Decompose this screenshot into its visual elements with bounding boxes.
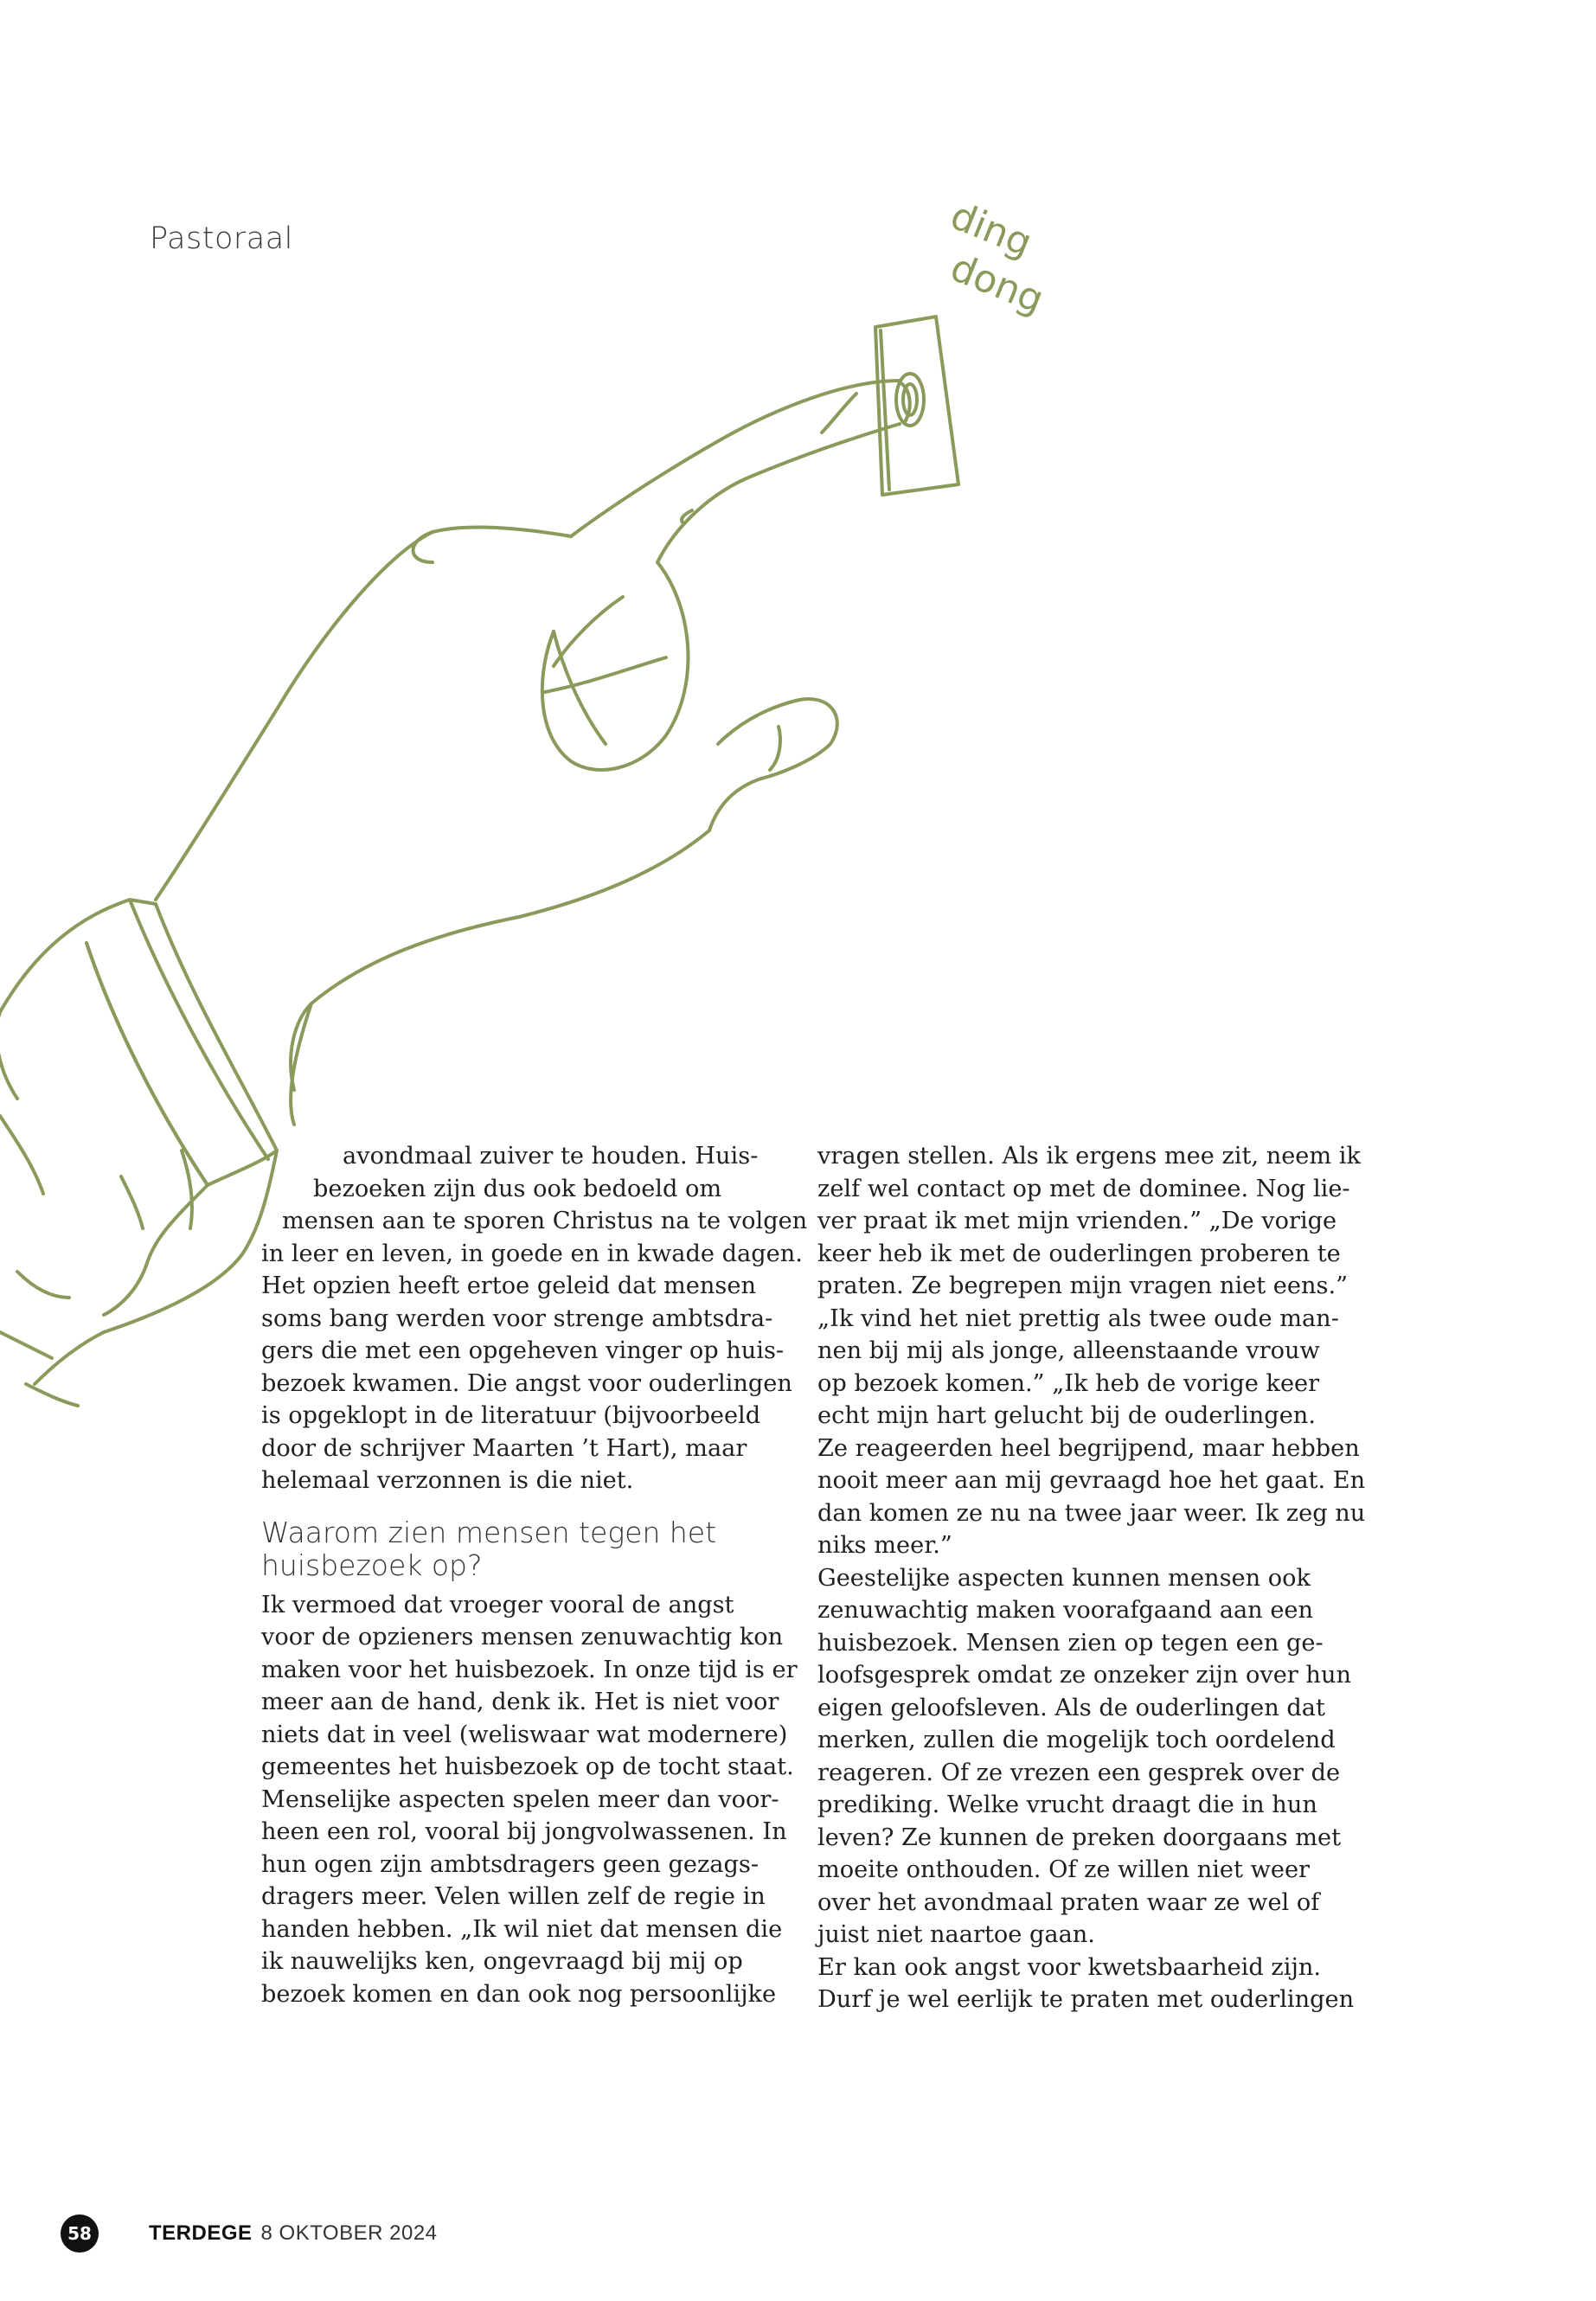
subheading-line: Waarom zien mensen tegen het [261,1515,717,1549]
text-line: niets dat in veel (weliswaar wat modernere) [261,1721,788,1748]
subheading-line: huisbezoek op? [261,1548,483,1582]
text-line: echt mijn hart gelucht bij de ouderlingen. [817,1402,1316,1429]
text-line: heen een rol, vooral bij jongvolwassenen. In [261,1818,787,1845]
text-line: Geestelijke aspecten kunnen mensen ook [817,1564,1311,1592]
text-line: bezoek komen en dan ook nog persoonlijke [261,1980,777,2008]
text-line: nen bij mij als jonge, alleenstaande vrouw [817,1337,1320,1364]
magazine-name: TERDEGE [149,2221,253,2245]
text-line: op bezoek komen.” „Ik heb de vorige keer [817,1369,1320,1397]
text-line: „Ik vind het niet prettig als twee oude man- [817,1304,1339,1332]
page-footer [61,2214,438,2253]
text-line: Ik vermoed dat vroeger vooral de angst [261,1591,734,1618]
text-line: helemaal verzonnen is die niet. [261,1467,634,1494]
issue-date: 8 OKTOBER 2024 [260,2221,438,2245]
text-line: door de schrijver Maarten ’t Hart), maar [261,1434,747,1462]
text-line: ik nauwelijks ken, ongevraagd bij mij op [261,1948,743,1975]
text-line: nooit meer aan mij gevraagd hoe het gaat. En [817,1467,1366,1494]
text-line: voor de opzieners mensen zenuwachtig kon [261,1624,784,1650]
text-line: vragen stellen. Als ik ergens mee zit, neem ik [817,1143,1361,1170]
text-line: moeite onthouden. Of ze willen niet weer [817,1856,1311,1883]
text-line: leven? Ze kunnen de preken doorgaans met [817,1823,1342,1851]
text-line: juist niet naartoe gaan. [817,1921,1095,1948]
text-line: meer aan de hand, denk ik. Het is niet voor [261,1689,779,1715]
text-line: keer heb ik met de ouderlingen proberen te [817,1240,1341,1267]
text-line: avondmaal zuiver te houden. Huis- [343,1143,759,1170]
text-line: gers die met een opgeheven vinger op huis- [261,1337,785,1364]
text-line: bezoek kwamen. Die angst voor ouderlingen [261,1369,792,1397]
text-line: handen hebben. „Ik wil niet dat mensen die [261,1915,783,1943]
dong-text: dong [944,245,1050,323]
text-line: over het avondmaal praten waar ze wel of [817,1888,1320,1916]
sleeve-cuff [0,900,277,1185]
text-line: mensen aan te sporen Christus na te volgen [282,1208,808,1234]
text-line: Durf je wel eerlijk te praten met ouderlingen [817,1986,1355,2013]
text-line: maken voor het huisbezoek. In onze tijd is er [261,1656,798,1683]
text-line: reageren. Of ze vrezen een gesprek over de [817,1759,1341,1786]
text-line: gemeentes het huisbezoek op de tocht staat. [261,1753,794,1780]
text-line: Menselijke aspecten spelen meer dan voor- [261,1785,779,1813]
text-line: Het opzien heeft ertoe geleid dat mensen [261,1272,756,1299]
text-line: ver praat ik met mijn vrienden.” „De vorige [817,1208,1337,1234]
subheading [261,1516,791,1582]
text-line: is opgeklopt in de literatuur (bijvoorbeeld [261,1402,761,1429]
text-line: soms bang werden voor strenge ambtsdra- [261,1304,773,1332]
text-line: zenuwachtig maken voorafgaand aan een [817,1597,1314,1624]
section-label: Pastoraal [150,221,293,256]
text-line: prediking. Welke vrucht draagt die in hun [817,1791,1317,1818]
text-line: zelf wel contact op met de dominee. Nog lie- [817,1175,1350,1202]
article-column-left [261,1140,808,2010]
text-line: eigen geloofsleven. Als de ouderlingen dat [817,1694,1325,1721]
text-line: in leer en leven, in goede en in kwade dagen. [261,1240,803,1267]
text-line: hun ogen zijn ambtsdragers geen gezags- [261,1850,760,1878]
text-line: Ze reageerden heel begrijpend, maar hebben [817,1434,1360,1462]
text-line: praten. Ze begrepen mijn vragen niet eens.” [817,1272,1348,1299]
text-line: dragers meer. Velen willen zelf de regie in [261,1883,766,1910]
text-line: huisbezoek. Mensen zien op tegen een ge- [817,1629,1324,1657]
article-column-right [817,1140,1366,2016]
text-line: Er kan ook angst voor kwetsbaarheid zijn. [817,1953,1322,1981]
text-line: bezoeken zijn dus ook bedoeld om [313,1175,722,1202]
text-line: niks meer.” [817,1532,952,1559]
text-line: merken, zullen die mogelijk toch oordelend [817,1727,1336,1753]
text-line: dan komen ze nu na twee jaar weer. Ik zeg nu [817,1499,1366,1527]
page-number: 58 [61,2214,99,2253]
ding-text: ding [944,193,1038,266]
text-line: loofsgesprek omdat ze onzeker zijn over hun [817,1662,1351,1689]
